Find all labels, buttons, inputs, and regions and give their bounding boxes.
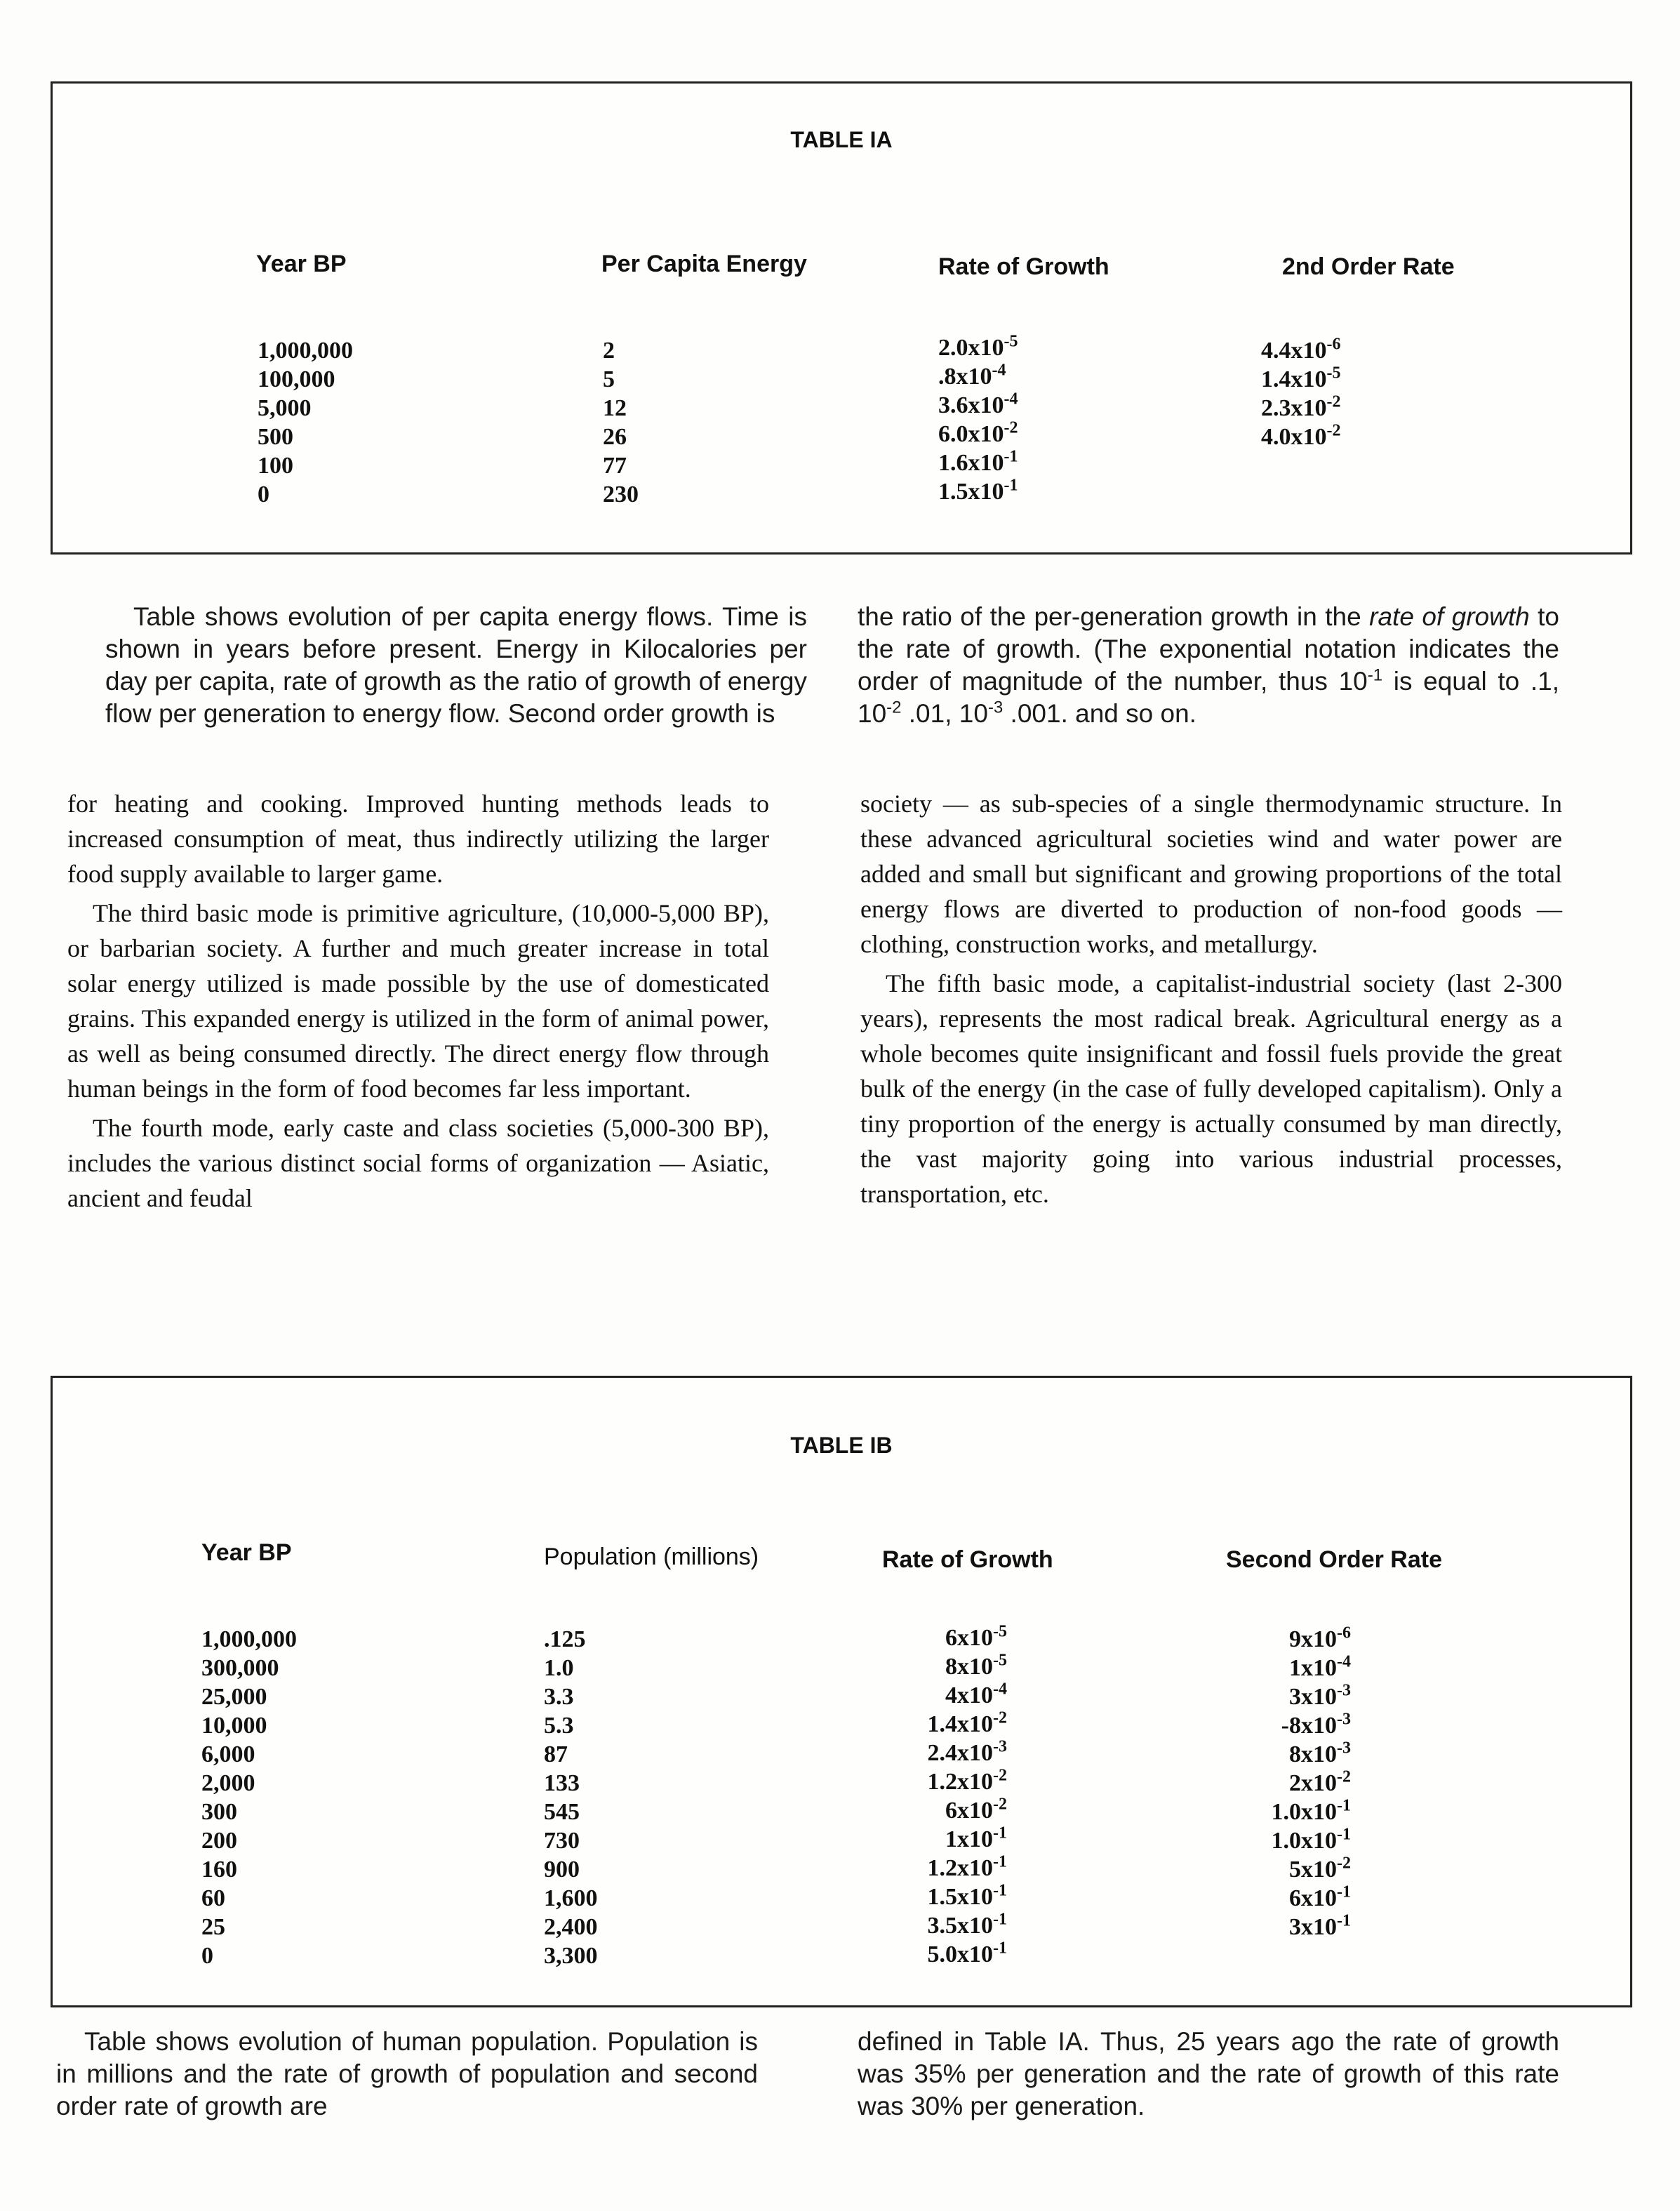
table-ib-second-cell: $9x10^{-6}$ bbox=[1289, 1624, 1351, 1652]
table-ib-year-cell: 0 bbox=[201, 1943, 213, 1969]
table-ia-growth-cell: $1.5x10^{-1}$ bbox=[938, 476, 1018, 505]
table-ib-header-year: Year BP bbox=[201, 1539, 292, 1566]
table-ib-growth-cell: $2.4x10^{-3}$ bbox=[927, 1737, 1007, 1766]
table-ib-second-cell: $-8x10^{-3}$ bbox=[1281, 1710, 1351, 1739]
table-ib-population-column bbox=[544, 1625, 598, 1970]
table-ia-header-year: Year BP bbox=[256, 251, 347, 277]
table-ib-growth-cell: $5.0x10^{-1}$ bbox=[927, 1939, 1007, 1967]
table-ib-title: TABLE IB bbox=[790, 1433, 893, 1458]
table-ib-year-cell: 60 bbox=[201, 1885, 225, 1911]
table-ib-population-cell: 3,300 bbox=[544, 1943, 598, 1969]
table-ib-year-cell: 160 bbox=[201, 1857, 237, 1883]
body-paragraph: for heating and cooking. Improved hunting methods leads to increased consumption of meat, thus indirectly utilizing the larger food supply available to larger game. bbox=[67, 790, 769, 888]
table-ib-second-cell: $2x10^{-2}$ bbox=[1289, 1767, 1351, 1796]
table-ib-growth-cell: $1x10^{-1}$ bbox=[945, 1824, 1007, 1852]
table-ib-growth-cell: $1.2x10^{-2}$ bbox=[927, 1766, 1007, 1795]
table-ib-second-cell: $3x10^{-1}$ bbox=[1289, 1911, 1351, 1940]
table-ia-growth-cell: $2.0x10^{-5}$ bbox=[938, 332, 1018, 361]
table-ia-header-growth: Rate of Growth bbox=[938, 253, 1109, 280]
table-ib-second-cell: $6x10^{-1}$ bbox=[1289, 1883, 1351, 1911]
table-ia-title: TABLE IA bbox=[790, 127, 893, 152]
table-ia-caption-right: the ratio of the per-generation growth in the rate of growth to the rate of growth. (The exponential notation indicates the order of magnitude of the number, thus $10^{-1}$ is equal to .1, $10^{-2}$ .01, $10^{-3}$ .001. and so on. bbox=[858, 602, 1559, 728]
table-ia-year-cell: 500 bbox=[258, 424, 293, 450]
table-ib-second-cell: $5x10^{-2}$ bbox=[1289, 1854, 1351, 1883]
table-ib-year-cell: 300 bbox=[201, 1799, 237, 1825]
table-ib-year-cell: 200 bbox=[201, 1828, 237, 1854]
table-ia-energy-cell: 12 bbox=[603, 395, 627, 421]
table-ia-year-cell: 100 bbox=[258, 453, 293, 479]
table-ia-growth-cell: $3.6x10^{-4}$ bbox=[938, 390, 1018, 418]
table-ia-year-cell: 0 bbox=[258, 482, 269, 507]
table-ib-second-column bbox=[1204, 1625, 1351, 1941]
body-paragraph: The fourth mode, early caste and class societies (5,000-300 BP), includes the various distinct social forms of organization — Asiatic, ancient and feudal bbox=[67, 1114, 769, 1212]
table-ib-header-population: Population (millions) bbox=[544, 1543, 759, 1570]
table-ib-population-cell: 133 bbox=[544, 1770, 580, 1796]
table-ia-energy-column bbox=[603, 336, 639, 509]
table-ib-population-cell: 900 bbox=[544, 1857, 580, 1883]
table-ia-energy-cell: 26 bbox=[603, 424, 627, 450]
table-ib-population-cell: 730 bbox=[544, 1828, 580, 1854]
body-column-left bbox=[67, 786, 769, 1220]
table-ib-second-cell: $3x10^{-3}$ bbox=[1289, 1681, 1351, 1710]
table-ib-second-cell: $1x10^{-4}$ bbox=[1289, 1652, 1351, 1681]
table-ib-year-cell: 2,000 bbox=[201, 1770, 255, 1796]
table-ib-growth-cell: $3.5x10^{-1}$ bbox=[927, 1910, 1007, 1939]
table-ia-caption-left: Table shows evolution of per capita energy flows. Time is shown in years before present. Energy in Kilocalories per day per capita, rate of growth as the ratio of growth of energy flow per generation to energy flow. Second order growth is bbox=[105, 602, 807, 728]
table-ib-growth-cell: $6x10^{-2}$ bbox=[945, 1795, 1007, 1824]
table-ib-year-cell: 1,000,000 bbox=[201, 1626, 297, 1652]
table-ib-years-column bbox=[201, 1625, 297, 1970]
table-ia-energy-cell: 230 bbox=[603, 482, 639, 507]
body-column-right bbox=[860, 786, 1562, 1216]
table-ia-growth-cell: $1.6x10^{-1}$ bbox=[938, 447, 1018, 476]
table-ib-population-cell: 1,600 bbox=[544, 1885, 598, 1911]
table-ib-population-cell: 1.0 bbox=[544, 1655, 574, 1681]
table-ib-second-cell: $1.0x10^{-1}$ bbox=[1271, 1796, 1351, 1825]
table-ib-population-cell: 3.3 bbox=[544, 1684, 574, 1710]
table-ib-caption-left: Table shows evolution of human population. Population is in millions and the rate of growth of population and second order rate of growth are bbox=[56, 2027, 758, 2120]
table-ia-year-cell: 5,000 bbox=[258, 395, 312, 421]
table-ia-year-cell: 1,000,000 bbox=[258, 338, 353, 364]
table-ib-year-cell: 6,000 bbox=[201, 1741, 255, 1767]
table-ib-growth-cell: $4x10^{-4}$ bbox=[945, 1680, 1007, 1708]
table-ib-year-cell: 10,000 bbox=[201, 1713, 267, 1739]
table-ib-growth-column bbox=[860, 1624, 1007, 1969]
table-ib-second-cell: $8x10^{-3}$ bbox=[1289, 1739, 1351, 1767]
table-ib-growth-cell: $8x10^{-5}$ bbox=[945, 1651, 1007, 1680]
table-ia-second-cell: $4.0x10^{-2}$ bbox=[1261, 421, 1341, 450]
table-ib-header-growth: Rate of Growth bbox=[882, 1546, 1053, 1573]
table-ib-header-second: Second Order Rate bbox=[1226, 1546, 1442, 1573]
table-ib-second-cell: $1.0x10^{-1}$ bbox=[1271, 1825, 1351, 1854]
table-ib-growth-cell: $1.5x10^{-1}$ bbox=[927, 1881, 1007, 1910]
table-ia-growth-cell: $.8x10^{-4}$ bbox=[938, 361, 1006, 390]
table-ib-year-cell: 25 bbox=[201, 1914, 225, 1940]
table-ia-second-cell: $4.4x10^{-6}$ bbox=[1261, 335, 1341, 364]
table-ia-energy-cell: 2 bbox=[603, 338, 615, 364]
table-ia-growth-column bbox=[938, 333, 1018, 506]
table-ib-caption-right: defined in Table IA. Thus, 25 years ago the rate of growth was 35% per generation and the rate of growth of this rate was 30% per generation. bbox=[858, 2027, 1559, 2120]
table-ia-growth-cell: $6.0x10^{-2}$ bbox=[938, 418, 1018, 447]
table-ib-population-cell: .125 bbox=[544, 1626, 586, 1652]
table-ib-population-cell: 545 bbox=[544, 1799, 580, 1825]
table-ia-years-column bbox=[258, 336, 353, 509]
table-ia-energy-cell: 77 bbox=[603, 453, 627, 479]
table-ib bbox=[51, 1376, 1632, 2007]
body-paragraph: The fifth basic mode, a capitalist-industrial society (last 2-300 years), represents the most radical break. Agricultural energy as a whole becomes quite insignificant and fossil fuels provide the great bulk of the energy (in the case of fully developed capitalism). Only a tiny proportion of the energy is actually consumed by man directly, the vast majority going into various industrial processes, transportation, etc. bbox=[860, 969, 1562, 1208]
table-ib-growth-cell: $6x10^{-5}$ bbox=[945, 1622, 1007, 1651]
table-ia-header-energy: Per Capita Energy bbox=[601, 251, 807, 277]
table-ia-second-cell: $2.3x10^{-2}$ bbox=[1261, 392, 1341, 421]
body-paragraph: The third basic mode is primitive agriculture, (10,000-5,000 BP), or barbarian society. A further and much greater increase in total solar energy utilized is made possible by the use of domesticated grains. This expanded energy is utilized in the form of animal power, as well as being consumed directly. The direct energy flow through human beings in the form of food becomes far less important. bbox=[67, 899, 769, 1103]
table-ia-header-second: 2nd Order Rate bbox=[1282, 253, 1455, 280]
table-ib-population-cell: 5.3 bbox=[544, 1713, 574, 1739]
table-ib-growth-cell: $1.4x10^{-2}$ bbox=[927, 1708, 1007, 1737]
table-ia-second-column bbox=[1261, 336, 1341, 451]
table-ib-year-cell: 300,000 bbox=[201, 1655, 279, 1681]
table-ia-year-cell: 100,000 bbox=[258, 366, 335, 392]
table-ib-growth-cell: $1.2x10^{-1}$ bbox=[927, 1852, 1007, 1881]
table-ia-second-cell: $1.4x10^{-5}$ bbox=[1261, 364, 1341, 392]
table-ia bbox=[51, 81, 1632, 555]
table-ib-population-cell: 87 bbox=[544, 1741, 568, 1767]
table-ib-year-cell: 25,000 bbox=[201, 1684, 267, 1710]
table-ia-energy-cell: 5 bbox=[603, 366, 615, 392]
body-paragraph: society — as sub-species of a single thermodynamic structure. In these advanced agricultural societies wind and water power are added and small but significant and growing proportions of the total energy flows are diverted to production of non-food goods — clothing, construction works, and metallurgy. bbox=[860, 790, 1562, 958]
table-ib-population-cell: 2,400 bbox=[544, 1914, 598, 1940]
